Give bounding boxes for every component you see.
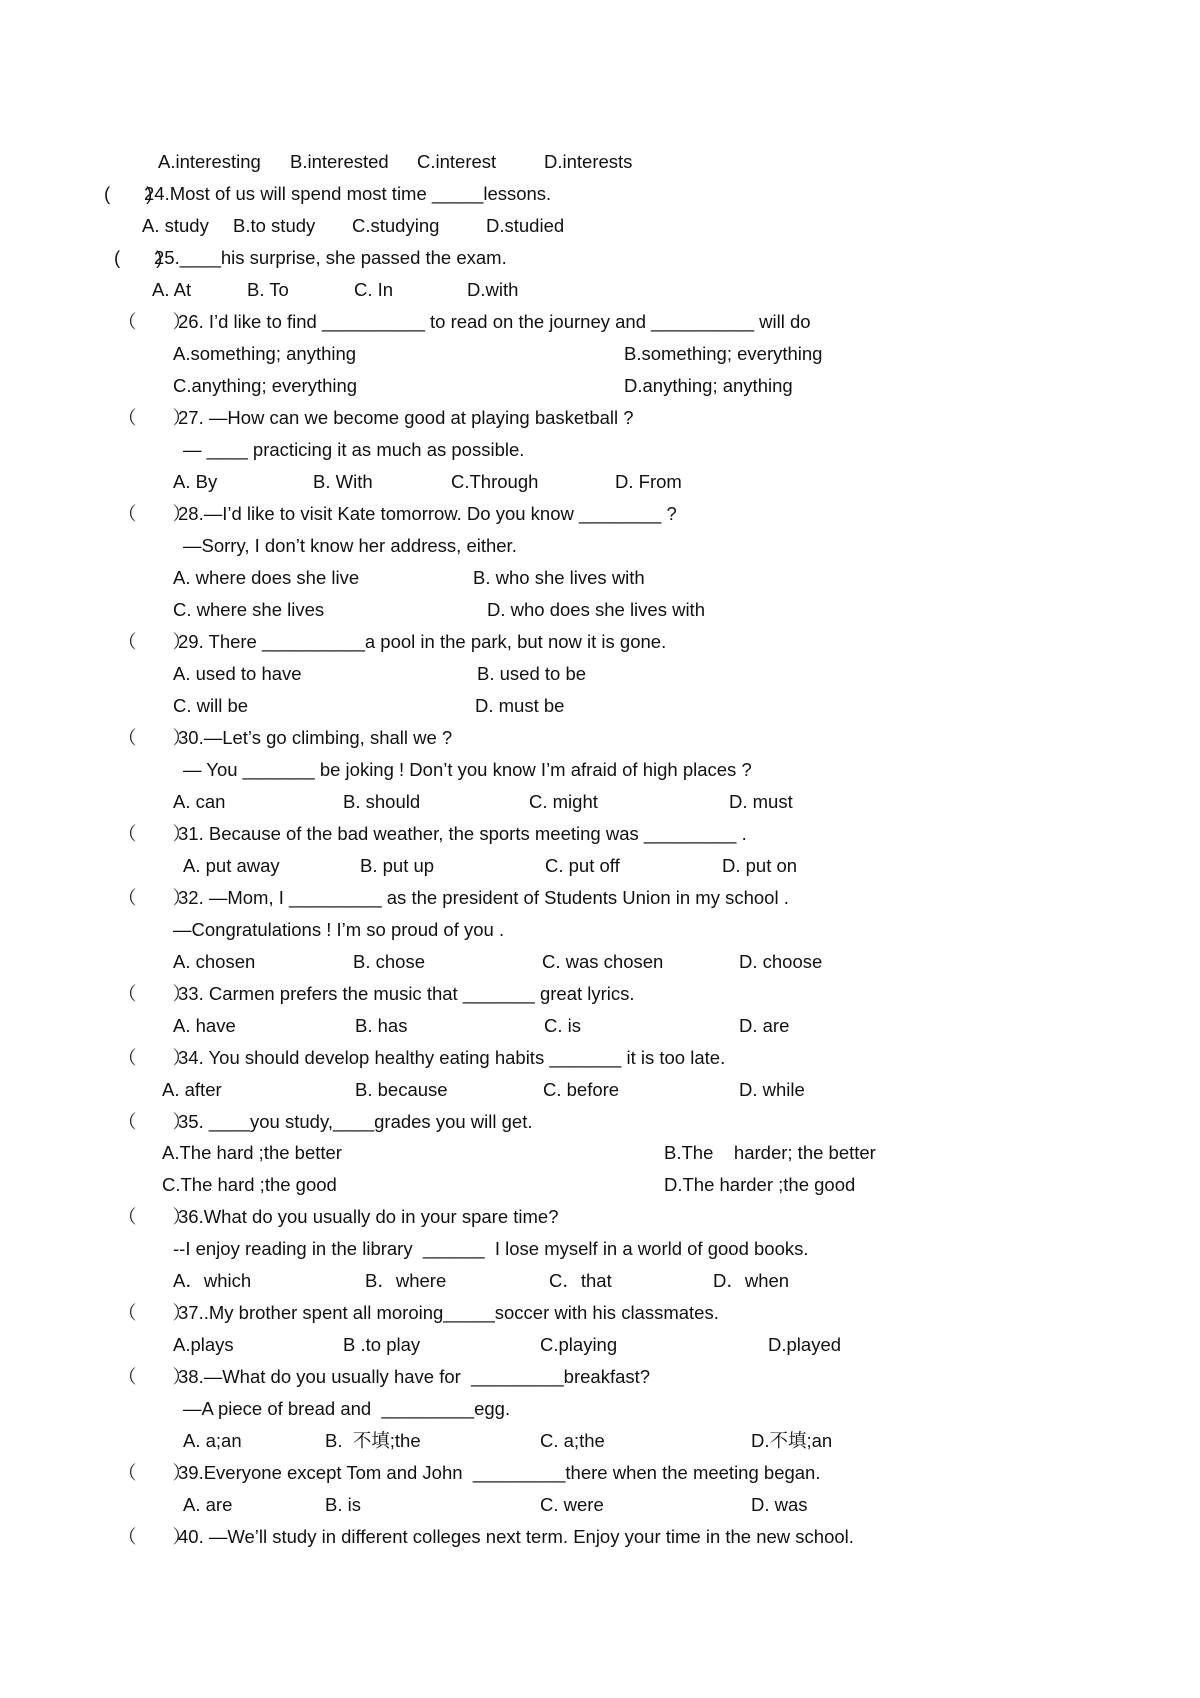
option-d: D.The harder ;the good: [664, 1174, 856, 1195]
option-d: D. From: [615, 471, 682, 492]
answer-bracket[interactable]: （ ）: [118, 1206, 191, 1227]
option-b: B. because: [355, 1079, 448, 1100]
option-b: B. who she lives with: [473, 567, 645, 588]
option-c: C.anything; everything: [173, 375, 358, 396]
option-a: A. At: [152, 279, 192, 300]
answer-bracket[interactable]: （ ）: [118, 887, 191, 908]
question-stem: 27. —How can we become good at playing basketball ?: [178, 407, 634, 428]
option-d: D.anything; anything: [624, 375, 793, 396]
option-a: A. By: [173, 471, 218, 492]
option-c: C. put off: [545, 855, 620, 876]
option-d: D．when: [713, 1270, 790, 1291]
option-a: A. used to have: [173, 663, 302, 684]
answer-bracket[interactable]: （ ）: [118, 823, 191, 844]
question-stem: 28.—I’d like to visit Kate tomorrow. Do you know ________ ?: [178, 503, 677, 524]
option-b: B. put up: [360, 855, 435, 876]
option-d: D. choose: [739, 951, 823, 972]
option-b: B. should: [343, 791, 421, 812]
answer-bracket[interactable]: （ ）: [118, 1302, 191, 1323]
option-b: B.to study: [233, 215, 316, 236]
option-b: B. used to be: [477, 663, 587, 684]
question-stem: 33. Carmen prefers the music that _______ great lyrics.: [178, 983, 635, 1004]
option-d: D.played: [768, 1334, 842, 1355]
option-a: A. are: [183, 1494, 233, 1515]
option-c: C．that: [549, 1270, 612, 1291]
dialogue-reply: —A piece of bread and _________egg.: [183, 1398, 511, 1419]
question-stem: 29. There __________a pool in the park, but now it is gone.: [178, 631, 667, 652]
option-d: D. put on: [722, 855, 798, 876]
answer-bracket[interactable]: （ ）: [118, 503, 191, 524]
option-c: C. a;the: [540, 1430, 605, 1451]
answer-bracket[interactable]: （ ）: [118, 1462, 191, 1483]
option-c: C. before: [543, 1079, 620, 1100]
option-a: A. after: [162, 1079, 222, 1100]
question-stem: 37..My brother spent all moroing_____soccer with his classmates.: [178, 1302, 719, 1323]
option-b: B. has: [355, 1015, 408, 1036]
option-a: A.plays: [173, 1334, 234, 1355]
answer-bracket[interactable]: ( ): [104, 183, 153, 204]
option-a: A.something; anything: [173, 343, 357, 364]
option-b: B .to play: [343, 1334, 421, 1355]
option-a: A.The hard ;the better: [162, 1142, 342, 1163]
option-a: A. study: [142, 215, 209, 236]
option-d: D. who does she lives with: [487, 599, 705, 620]
option-a: A. can: [173, 791, 226, 812]
option-a: A. have: [173, 1015, 236, 1036]
option-d: D.with: [467, 279, 519, 300]
question-stem: 39.Everyone except Tom and John _________there when the meeting began.: [178, 1462, 821, 1483]
option-c: C. is: [544, 1015, 581, 1036]
option-c: C. were: [540, 1494, 604, 1515]
option-c: C. In: [354, 279, 394, 300]
option-c: C.interest: [417, 151, 497, 172]
answer-bracket[interactable]: ( ): [114, 247, 163, 268]
answer-bracket[interactable]: （ ）: [118, 407, 191, 428]
question-stem: 31. Because of the bad weather, the sports meeting was _________ .: [178, 823, 747, 844]
option-d: D.studied: [486, 215, 565, 236]
option-c: C.The hard ;the good: [162, 1174, 337, 1195]
answer-bracket[interactable]: （ ）: [118, 1526, 191, 1547]
option-d: D. must: [729, 791, 793, 812]
option-c: C.Through: [451, 471, 539, 492]
option-c: C. might: [529, 791, 598, 812]
option-b: B．where: [365, 1270, 447, 1291]
answer-bracket[interactable]: （ ）: [118, 311, 191, 332]
option-b: B. To: [247, 279, 289, 300]
option-a: A. put away: [183, 855, 280, 876]
option-b: B. chose: [353, 951, 425, 972]
option-d: D. was: [751, 1494, 808, 1515]
option-c: C.studying: [352, 215, 440, 236]
question-stem: 32. —Mom, I _________ as the president of Students Union in my school .: [178, 887, 789, 908]
option-b: B. 不填;the: [325, 1430, 421, 1451]
question-stem: 38.—What do you usually have for _________breakfast?: [178, 1366, 651, 1387]
dialogue-reply: — You _______ be joking ! Don’t you know I’m afraid of high places ?: [183, 759, 752, 780]
option-a: A. a;an: [183, 1430, 242, 1451]
option-d: D. must be: [475, 695, 565, 716]
question-stem: 24.Most of us will spend most time _____lessons.: [144, 183, 552, 204]
question-stem: 30.—Let’s go climbing, shall we ?: [178, 727, 453, 748]
option-c: C. will be: [173, 695, 249, 716]
option-b: B.interested: [290, 151, 389, 172]
option-b: B.The harder; the better: [664, 1142, 876, 1163]
question-stem: 25.____his surprise, she passed the exam.: [154, 247, 507, 268]
option-d: D.interests: [544, 151, 633, 172]
option-d: D. are: [739, 1015, 790, 1036]
option-b: B.something; everything: [624, 343, 823, 364]
answer-bracket[interactable]: （ ）: [118, 1047, 191, 1068]
option-c: C.playing: [540, 1334, 618, 1355]
question-stem: 40. —We’ll study in different colleges next term. Enjoy your time in the new school.: [178, 1526, 854, 1547]
dialogue-reply: — ____ practicing it as much as possible.: [183, 439, 525, 460]
option-c: C. was chosen: [542, 951, 664, 972]
option-c: C. where she lives: [173, 599, 325, 620]
answer-bracket[interactable]: （ ）: [118, 1111, 191, 1132]
option-a: A. chosen: [173, 951, 256, 972]
option-a: A. where does she live: [173, 567, 360, 588]
question-stem: 35. ____you study,____grades you will get.: [178, 1111, 533, 1132]
answer-bracket[interactable]: （ ）: [118, 631, 191, 652]
option-d: D.不填;an: [751, 1430, 833, 1451]
option-b: B. With: [313, 471, 373, 492]
dialogue-reply: —Sorry, I don’t know her address, either.: [183, 535, 517, 556]
option-a: A．which: [173, 1270, 252, 1291]
option-d: D. while: [739, 1079, 805, 1100]
option-a: A.interesting: [158, 151, 261, 172]
option-b: B. is: [325, 1494, 361, 1515]
question-stem: 36.What do you usually do in your spare time?: [178, 1206, 559, 1227]
dialogue-reply: —Congratulations ! I’m so proud of you .: [173, 919, 505, 940]
answer-bracket[interactable]: （ ）: [118, 727, 191, 748]
question-stem: 26. I’d like to find __________ to read on the journey and __________ will do: [178, 311, 811, 332]
question-stem: 34. You should develop healthy eating habits _______ it is too late.: [178, 1047, 726, 1068]
answer-bracket[interactable]: （ ）: [118, 983, 191, 1004]
dialogue-reply: --I enjoy reading in the library ______ I lose myself in a world of good books.: [173, 1238, 809, 1259]
answer-bracket[interactable]: （ ）: [118, 1366, 191, 1387]
